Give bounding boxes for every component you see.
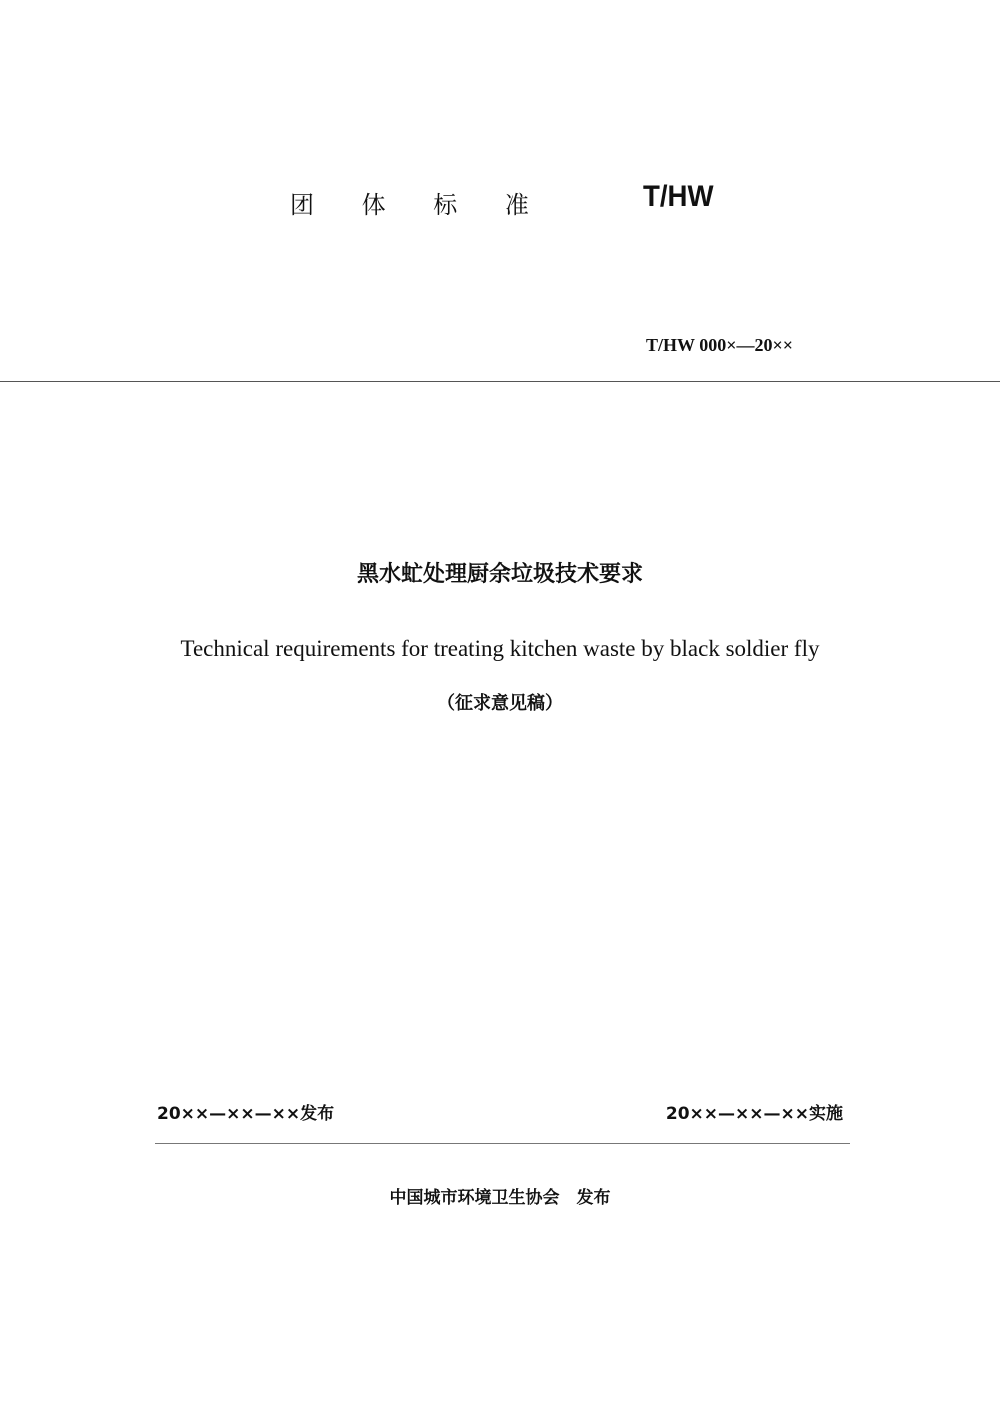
standard-logo: T/HW <box>643 180 714 213</box>
standard-number: T/HW 000×—20×× <box>646 335 793 355</box>
document-title-english: Technical requirements for treating kitchen waste by black soldier fly <box>180 636 820 661</box>
draft-status-label: （征求意见稿） <box>437 693 563 714</box>
document-title-chinese: 黑水虻处理厨余垃圾技术要求 <box>356 562 643 587</box>
header-divider <box>0 381 1000 382</box>
standard-type-label: 团 体 标 准 <box>290 191 549 219</box>
issue-date: 20××—××—××发布 <box>157 1104 335 1124</box>
implementation-date: 20××—××—××实施 <box>665 1104 843 1124</box>
footer-divider <box>155 1143 850 1144</box>
publisher-line: 中国城市环境卫生协会 发布 <box>389 1188 611 1208</box>
